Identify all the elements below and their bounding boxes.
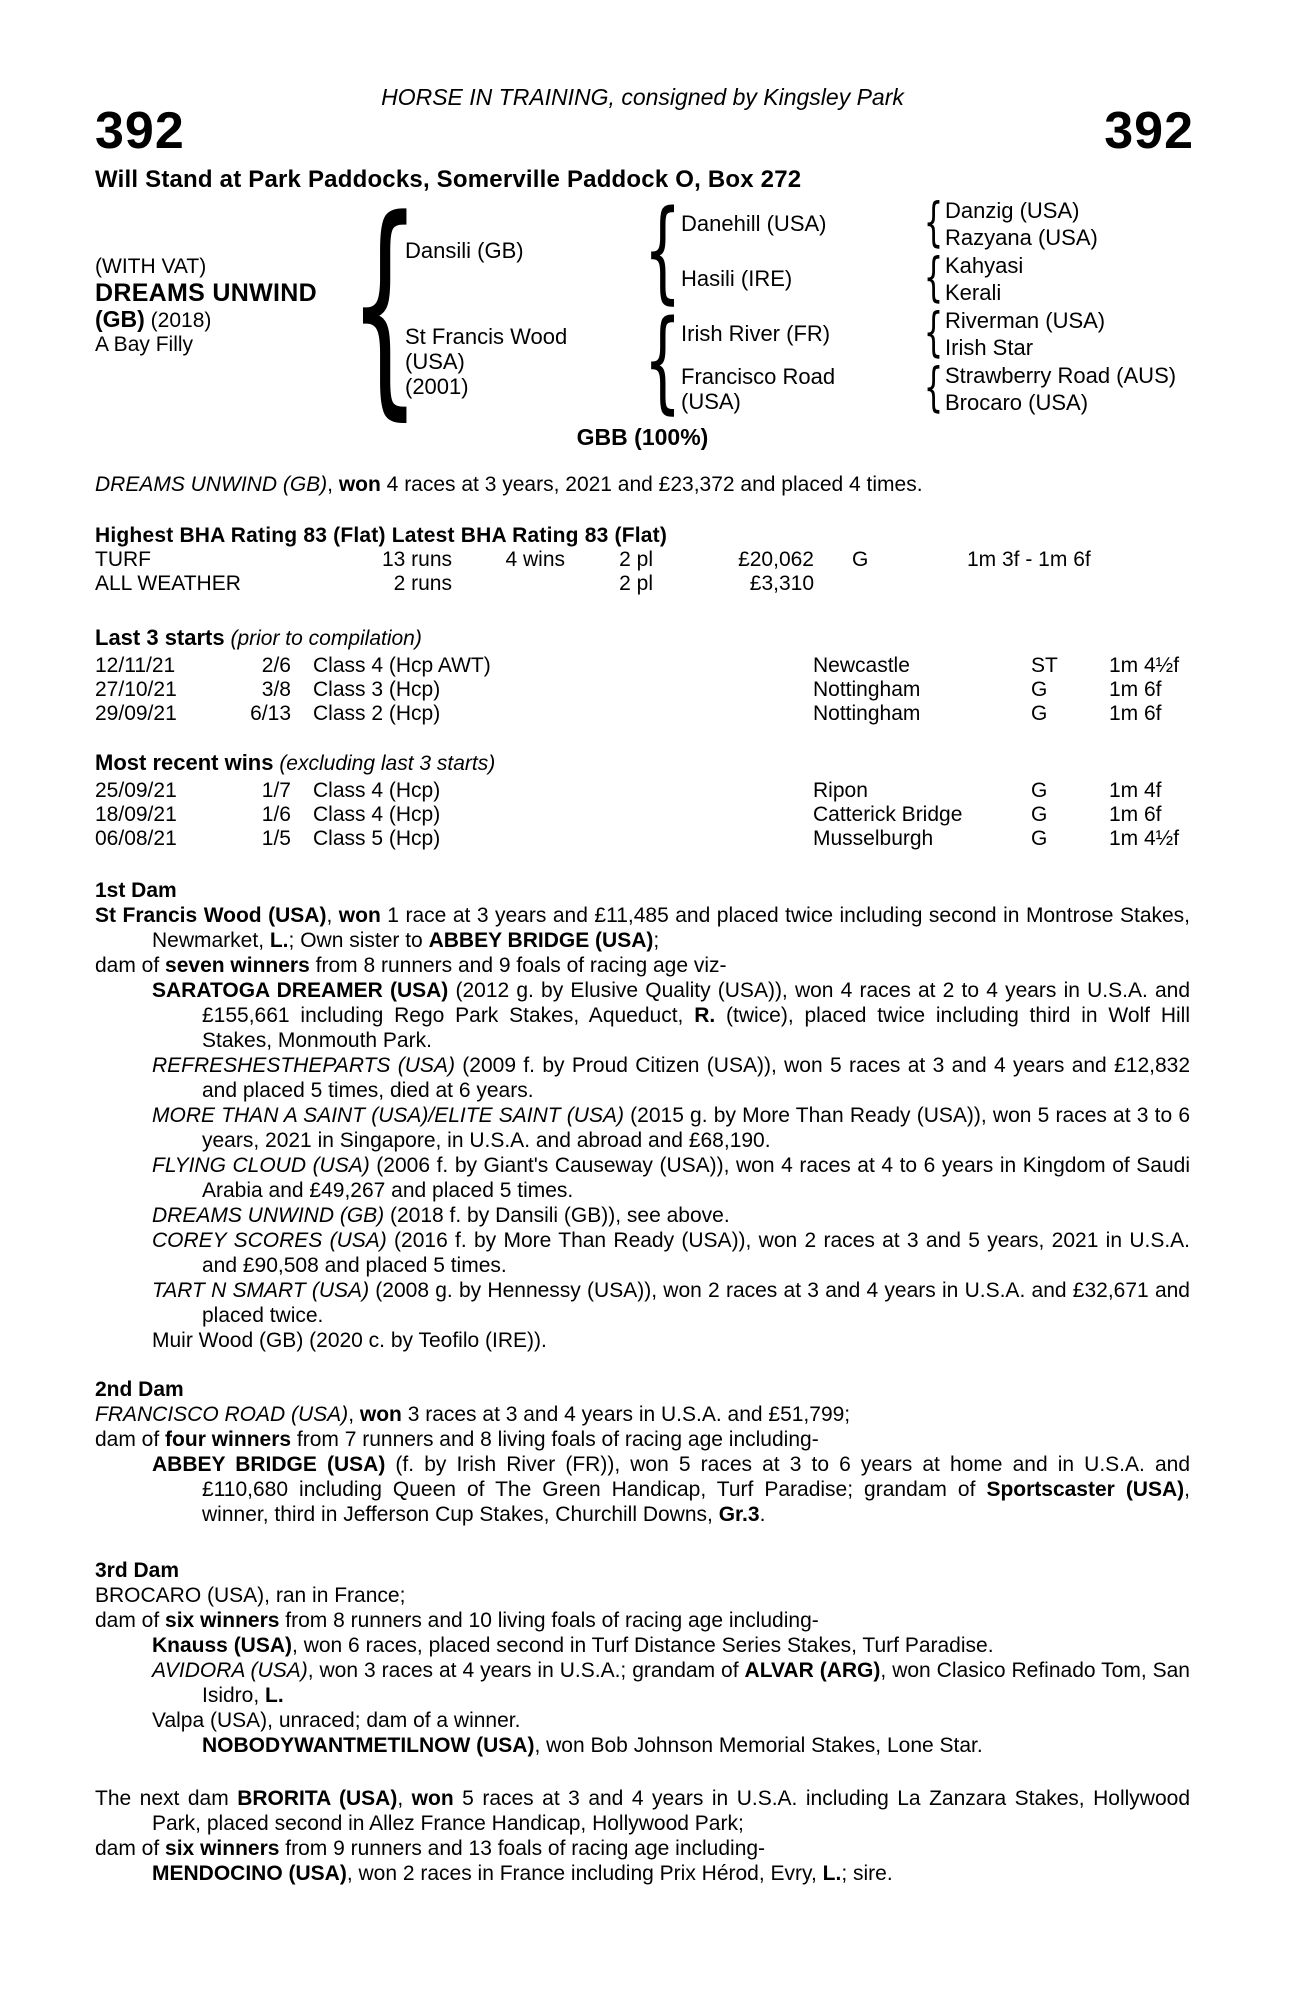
great-grandparent-pair: [945, 251, 1215, 306]
sire-cell: [405, 196, 645, 306]
wins-value: [452, 572, 565, 596]
last-starts-heading: [95, 625, 1190, 651]
great-grandparent-name: Kerali: [945, 279, 1002, 305]
maternal-grandsire: [681, 306, 921, 361]
horse-description: A Bay Filly: [95, 333, 194, 356]
pedigree-paragraph: Muir Wood (GB) (2020 c. by Teofilo (IRE)).: [152, 1329, 547, 1352]
pedigree-paragraph: FRANCISCO ROAD (USA), won 3 races at 3 and 4 years in U.S.A. and £51,799;: [95, 1403, 851, 1426]
race-date: 12/11/21: [95, 654, 176, 677]
wins-value: 4 wins: [505, 548, 565, 571]
race-class: Class 4 (Hcp AWT): [313, 654, 491, 677]
pedigree-paragraph: SARATOGA DREAMER (USA) (2012 g. by Elusive Quality (USA)), won 4 races at 2 to 4 years in U.S.A. and £155,661 including Rego Park Stakes, Aqueduct, R. (twice), placed twice including third in Wolf Hill Stakes, Monmouth Park.: [152, 979, 1190, 1052]
going-value: G: [852, 548, 869, 571]
section-heading: 1st Dam: [95, 879, 177, 902]
distance-range: [967, 572, 1190, 596]
placed-value: 2 pl: [619, 548, 653, 571]
recent-wins-heading: [95, 750, 1190, 776]
third-dam-section: [95, 1558, 1190, 1758]
great-grandparent-name: Danzig (USA): [945, 197, 1080, 223]
finish-position: 1/7: [261, 779, 291, 802]
runs-value: 2 runs: [393, 572, 452, 595]
distance-range: 1m 3f - 1m 6f: [967, 548, 1091, 571]
going-value: G: [1031, 779, 1048, 802]
course-name: Nottingham: [813, 702, 921, 725]
pedigree-brace-sire: [644, 186, 682, 316]
pedigree-name-block: [95, 196, 365, 416]
sire-name: Dansili (GB): [405, 238, 524, 263]
going-value: [814, 572, 967, 596]
race-distance: 1m 4½f: [1109, 654, 1180, 677]
grandparent-name-line: Francisco Road: [681, 363, 836, 389]
course-name: Ripon: [813, 779, 868, 802]
pedigree-brace-dam: [644, 296, 682, 426]
pedigree-paragraph: COREY SCORES (USA) (2016 f. by More Than Ready (USA)), won 2 races at 3 and 5 years, 2021 in U.S.A. and £90,508 and placed 5 times.: [152, 1229, 1191, 1277]
pedigree-paragraph: REFRESHESTHEPARTS (USA) (2009 f. by Proud Citizen (USA)), won 5 races at 3 and 4 years and £12,832 and placed 5 times, died at 6 years.: [152, 1054, 1190, 1102]
last-starts-table: [95, 625, 1190, 726]
dam-name-line: St Francis Wood: [405, 323, 568, 349]
great-grandparent-pair: [945, 306, 1215, 361]
table-row: [95, 702, 1190, 726]
section-heading: 3rd Dam: [95, 1559, 180, 1582]
course-name: Musselburgh: [813, 827, 934, 850]
placed-value: 2 pl: [619, 572, 653, 595]
grandparent-name: Danehill (USA): [681, 210, 827, 236]
pedigree-brace-ggp: [921, 303, 945, 364]
pedigree-paragraph: ABBEY BRIDGE (USA) (f. by Irish River (FR)), won 5 races at 3 to 6 years at home and in U.S.A. and £110,680 including Queen of The Green Handicap, Turf Paradise; grandam of Sportscaster (USA), winner, third in Jefferson Cup Stakes, Churchill Downs, Gr.3.: [152, 1453, 1190, 1526]
table-row: [95, 803, 1190, 827]
pedigree-paragraph: dam of six winners from 9 runners and 13 foals of racing age including-: [95, 1837, 766, 1860]
pedigree-paragraph: dam of six winners from 8 runners and 10 living foals of racing age including-: [95, 1609, 819, 1632]
race-date: 06/08/21: [95, 827, 177, 850]
stand-location-line: Will Stand at Park Paddocks, Somerville Paddock O, Box 272: [95, 166, 802, 193]
pedigree-brace-ggp: [921, 358, 945, 419]
pedigree-paragraph: MORE THAN A SAINT (USA)/ELITE SAINT (USA) (2015 g. by More Than Ready (USA)), won 5 races at 3 to 6 years, 2021 in Singapore, in U.S.A. and abroad and £68,190.: [152, 1104, 1190, 1152]
table-row: [95, 779, 1190, 803]
maternal-granddam: [681, 361, 921, 416]
finish-position: 1/5: [261, 827, 291, 850]
section-subtitle: (excluding last 3 starts): [273, 752, 496, 775]
race-class: Class 4 (Hcp): [313, 803, 441, 826]
recent-wins-table: [95, 750, 1190, 851]
race-date: 27/10/21: [95, 678, 177, 701]
going-value: G: [1031, 702, 1048, 725]
great-grandparent-name: Kahyasi: [945, 252, 1024, 278]
paternal-grandsire: [681, 196, 921, 251]
pedigree-paragraph: Knauss (USA), won 6 races, placed second in Turf Distance Series Stakes, Turf Paradise.: [152, 1634, 994, 1657]
great-grandparent-name: Razyana (USA): [945, 224, 1098, 250]
gbb-badge-line: GBB (100%): [576, 424, 709, 450]
race-class: Class 5 (Hcp): [313, 827, 441, 850]
pedigree-paragraph: NOBODYWANTMETILNOW (USA), won Bob Johnson Memorial Stakes, Lone Star.: [202, 1734, 983, 1757]
earnings-value: £3,310: [749, 572, 814, 595]
great-grandparent-name: Irish Star: [945, 334, 1034, 360]
consignment-header: HORSE IN TRAINING, consigned by Kingsley Park: [381, 84, 904, 110]
horse-country: (GB): [95, 306, 145, 332]
grandparent-name-line: (USA): [681, 388, 741, 414]
pedigree-paragraph: dam of four winners from 7 runners and 8 living foals of racing age including-: [95, 1428, 819, 1451]
table-row: [95, 548, 1190, 572]
finish-position: 6/13: [250, 702, 291, 725]
race-date: 29/09/21: [95, 702, 177, 725]
table-row: [95, 572, 1190, 596]
pedigree-paragraph: The next dam BRORITA (USA), won 5 races at 3 and 4 years in U.S.A. including La Zanzara Stakes, Hollywood Park, placed second in Allez France Handicap, Hollywood Park;: [95, 1787, 1191, 1835]
brace-icon: {: [923, 193, 943, 254]
race-distance: 1m 6f: [1109, 702, 1162, 725]
race-date: 25/09/21: [95, 779, 177, 802]
paternal-granddam: [681, 251, 921, 306]
going-value: G: [1031, 827, 1048, 850]
next-dam-section: [95, 1786, 1190, 1886]
grandparent-name: Irish River (FR): [681, 320, 831, 346]
pedigree-paragraph: Valpa (USA), unraced; dam of a winner.: [152, 1709, 521, 1732]
horse-name: DREAMS UNWIND: [95, 279, 317, 307]
race-date: 18/09/21: [95, 803, 177, 826]
pedigree-paragraph: dam of seven winners from 8 runners and 9 foals of racing age viz-: [95, 954, 727, 977]
second-dam-section: [95, 1377, 1190, 1527]
finish-position: 3/8: [261, 678, 291, 701]
race-class: Class 3 (Hcp): [313, 678, 441, 701]
brace-icon: {: [923, 303, 943, 364]
race-distance: 1m 6f: [1109, 803, 1162, 826]
great-grandparent-name: Brocaro (USA): [945, 389, 1089, 415]
first-dam-section: [95, 878, 1190, 1353]
pedigree-brace-main: [349, 171, 421, 441]
pedigree-paragraph: DREAMS UNWIND (GB) (2018 f. by Dansili (GB)), see above.: [152, 1204, 730, 1227]
race-distance: 1m 6f: [1109, 678, 1162, 701]
runs-value: 13 runs: [381, 548, 452, 571]
bha-rating-table: [95, 523, 1190, 596]
pedigree-paragraph: AVIDORA (USA), won 3 races at 4 years in U.S.A.; grandam of ALVAR (ARG), won Clasico Refinado Tom, San Isidro, L.: [152, 1659, 1190, 1707]
pedigree-paragraph: TART N SMART (USA) (2008 g. by Hennessy (USA)), won 2 races at 3 and 4 years in U.S.A. and £32,671 and placed twice.: [152, 1279, 1190, 1327]
brace-icon: {: [923, 248, 943, 309]
surface-label: ALL WEATHER: [95, 572, 241, 595]
surface-label: TURF: [95, 548, 151, 571]
pedigree-paragraph: BROCARO (USA), ran in France;: [95, 1584, 406, 1607]
race-class: Class 4 (Hcp): [313, 779, 441, 802]
great-grandparent-pair: [945, 196, 1215, 251]
brace-icon: {: [644, 296, 682, 426]
finish-position: 1/6: [261, 803, 291, 826]
great-grandparent-name: Strawberry Road (AUS): [945, 362, 1177, 388]
pedigree-brace-ggp: [921, 193, 945, 254]
finish-position: 2/6: [261, 654, 291, 677]
grandparent-name: Hasili (IRE): [681, 265, 793, 291]
vat-note: (WITH VAT): [95, 255, 207, 278]
going-value: G: [1031, 678, 1048, 701]
going-value: ST: [1031, 654, 1058, 677]
pedigree-paragraph: FLYING CLOUD (USA) (2006 f. by Giant's Causeway (USA)), won 4 races at 4 to 6 years in Kingdom of Saudi Arabia and £49,267 and placed 5 times.: [152, 1154, 1190, 1202]
section-title: Most recent wins: [95, 750, 274, 775]
brace-icon: {: [349, 171, 421, 441]
section-title: Last 3 starts: [95, 625, 225, 650]
lot-number-left: 392: [95, 102, 185, 160]
dam-name-line: (USA): [405, 348, 465, 374]
dam-name-line: (2001): [405, 373, 469, 399]
pedigree-paragraph: St Francis Wood (USA), won 1 race at 3 years and £11,485 and placed twice including second in Montrose Stakes, Newmarket, L.; Own sister to ABBEY BRIDGE (USA);: [95, 904, 1191, 952]
brace-icon: {: [923, 358, 943, 419]
table-row: [95, 654, 1190, 678]
lot-number-right: 392: [1104, 102, 1194, 160]
course-name: Catterick Bridge: [813, 803, 963, 826]
going-value: G: [1031, 803, 1048, 826]
race-distance: 1m 4½f: [1109, 827, 1180, 850]
course-name: Newcastle: [813, 654, 910, 677]
bha-rating-heading: Highest BHA Rating 83 (Flat) Latest BHA Rating 83 (Flat): [95, 524, 668, 547]
race-record-summary: DREAMS UNWIND (GB), won 4 races at 3 years, 2021 and £23,372 and placed 4 times.: [95, 473, 923, 496]
race-class: Class 2 (Hcp): [313, 702, 441, 725]
great-grandparent-pair: [945, 361, 1215, 416]
horse-year: (2018): [144, 309, 212, 332]
course-name: Nottingham: [813, 678, 921, 701]
pedigree-brace-ggp: [921, 248, 945, 309]
great-grandparent-name: Riverman (USA): [945, 307, 1106, 333]
table-row: [95, 827, 1190, 851]
race-distance: 1m 4f: [1109, 779, 1162, 802]
pedigree-paragraph: MENDOCINO (USA), won 2 races in France including Prix Hérod, Evry, L.; sire.: [152, 1862, 893, 1885]
section-heading: 2nd Dam: [95, 1378, 184, 1401]
brace-icon: {: [644, 186, 682, 316]
section-subtitle: (prior to compilation): [224, 627, 422, 650]
dam-cell: [405, 306, 645, 416]
table-row: [95, 678, 1190, 702]
earnings-value: £20,062: [738, 548, 814, 571]
